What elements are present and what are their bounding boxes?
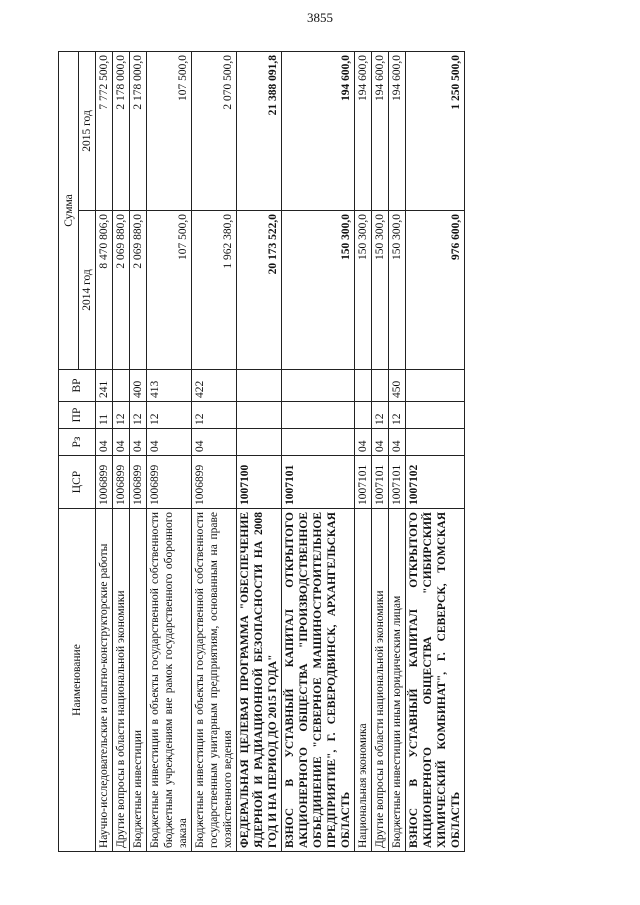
- row-vr: [113, 370, 130, 402]
- row-csr: 1007101: [389, 456, 406, 509]
- row-sum-2014: 1 962 380,0: [192, 211, 237, 370]
- row-vr: 241: [96, 370, 113, 402]
- row-rz: 04: [96, 429, 113, 456]
- row-sum-2014: 976 600,0: [406, 211, 465, 370]
- row-vr: 450: [389, 370, 406, 402]
- row-csr: 1006899: [113, 456, 130, 509]
- row-sum-2015: 107 500,0: [147, 51, 192, 210]
- row-pr: 12: [372, 402, 389, 429]
- row-name: Бюджетные инвестиции в объекты государственной собственности бюджетным учреждениям вне рамок государственного оборонного заказа: [147, 509, 192, 852]
- header-rz: Рз: [59, 429, 96, 456]
- header-sum: Сумма: [59, 51, 79, 369]
- table-row: [130, 51, 147, 851]
- row-pr: 12: [147, 402, 192, 429]
- row-name: Бюджетные инвестиции в объекты государственной собственности государственным унитарным предприятиям, основанным на праве хозяйственного ведения: [192, 509, 237, 852]
- table-row: [192, 51, 237, 851]
- row-rz: 04: [389, 429, 406, 456]
- row-sum-2014: 107 500,0: [147, 211, 192, 370]
- table-body: [96, 51, 465, 851]
- row-rz: [282, 429, 355, 456]
- table-row: [237, 51, 282, 851]
- row-name: ВЗНОС В УСТАВНЫЙ КАПИТАЛ ОТКРЫТОГО АКЦИОНЕРНОГО ОБЩЕСТВА "СИБИРСКИЙ ХИМИЧЕСКИЙ КОМБИНАТ", Г. СЕВЕРСК, ТОМСКАЯ ОБЛАСТЬ: [406, 509, 465, 852]
- row-pr: [237, 402, 282, 429]
- row-pr: 12: [113, 402, 130, 429]
- row-pr: [406, 402, 465, 429]
- row-name: Другие вопросы в области национальной экономики: [372, 509, 389, 852]
- row-pr: 12: [192, 402, 237, 429]
- budget-table: [58, 51, 465, 852]
- row-sum-2015: 194 600,0: [389, 51, 406, 210]
- row-sum-2015: 21 388 091,8: [237, 51, 282, 210]
- row-name: Бюджетные инвестиции иным юридическим лицам: [389, 509, 406, 852]
- row-name: Национальная экономика: [355, 509, 372, 852]
- table-row: [355, 51, 372, 851]
- row-sum-2015: 194 600,0: [372, 51, 389, 210]
- row-csr: 1006899: [147, 456, 192, 509]
- row-pr: [355, 402, 372, 429]
- row-rz: 04: [192, 429, 237, 456]
- row-pr: [282, 402, 355, 429]
- row-csr: 1006899: [96, 456, 113, 509]
- row-pr: 12: [389, 402, 406, 429]
- table-row: [96, 51, 113, 851]
- row-rz: [237, 429, 282, 456]
- row-sum-2014: 20 173 522,0: [237, 211, 282, 370]
- row-sum-2014: 2 069 880,0: [130, 211, 147, 370]
- row-vr: [406, 370, 465, 402]
- row-vr: 413: [147, 370, 192, 402]
- row-rz: 04: [130, 429, 147, 456]
- row-sum-2015: 2 178 000,0: [130, 51, 147, 210]
- row-vr: [355, 370, 372, 402]
- row-rz: 04: [147, 429, 192, 456]
- row-rz: [406, 429, 465, 456]
- row-csr: 1007101: [282, 456, 355, 509]
- row-sum-2014: 8 470 806,0: [96, 211, 113, 370]
- row-name: Научно-исследовательские и опытно-конструкторские работы: [96, 509, 113, 852]
- row-sum-2014: 150 300,0: [355, 211, 372, 370]
- table-row: [282, 51, 355, 851]
- row-sum-2015: 194 600,0: [282, 51, 355, 210]
- row-sum-2015: 194 600,0: [355, 51, 372, 210]
- row-sum-2014: 2 069 880,0: [113, 211, 130, 370]
- row-csr: 1006899: [192, 456, 237, 509]
- table-row: [406, 51, 465, 851]
- row-pr: 12: [130, 402, 147, 429]
- row-csr: 1007101: [372, 456, 389, 509]
- row-pr: 11: [96, 402, 113, 429]
- row-sum-2015: 2 178 000,0: [113, 51, 130, 210]
- row-csr: 1007102: [406, 456, 465, 509]
- header-2014: 2014 год: [79, 211, 96, 370]
- row-vr: [237, 370, 282, 402]
- row-csr: 1007100: [237, 456, 282, 509]
- row-csr: 1006899: [130, 456, 147, 509]
- row-sum-2014: 150 300,0: [282, 211, 355, 370]
- row-vr: 422: [192, 370, 237, 402]
- row-sum-2015: 1 250 500,0: [406, 51, 465, 210]
- table-row: [389, 51, 406, 851]
- row-name: Другие вопросы в области национальной экономики: [113, 509, 130, 852]
- row-sum-2014: 150 300,0: [389, 211, 406, 370]
- page-number: 3855: [307, 10, 333, 25]
- row-vr: 400: [130, 370, 147, 402]
- row-rz: 04: [113, 429, 130, 456]
- row-name: Бюджетные инвестиции: [130, 509, 147, 852]
- row-vr: [372, 370, 389, 402]
- table-row: [372, 51, 389, 851]
- row-rz: 04: [372, 429, 389, 456]
- row-sum-2015: 7 772 500,0: [96, 51, 113, 210]
- header-csr: ЦСР: [59, 456, 96, 509]
- table-row: [147, 51, 192, 851]
- row-name: ВЗНОС В УСТАВНЫЙ КАПИТАЛ ОТКРЫТОГО АКЦИОНЕРНОГО ОБЩЕСТВА "ПРОИЗВОДСТВЕННОЕ ОБЪЕДИНЕНИЕ "СЕВЕРНОЕ МАШИНОСТРОИТЕЛЬНОЕ ПРЕДПРИЯТИЕ", Г. СЕВЕРОДВИНСК, АРХАНГЕЛЬСКАЯ ОБЛАСТЬ: [282, 509, 355, 852]
- row-sum-2014: 150 300,0: [372, 211, 389, 370]
- header-2015: 2015 год: [79, 51, 96, 210]
- table-row: [113, 51, 130, 851]
- budget-table-sheet: [58, 52, 588, 852]
- row-vr: [282, 370, 355, 402]
- header-pr: ПР: [59, 402, 96, 429]
- row-name: ФЕДЕРАЛЬНАЯ ЦЕЛЕВАЯ ПРОГРАММА "ОБЕСПЕЧЕНИЕ ЯДЕРНОЙ И РАДИАЦИОННОЙ БЕЗОПАСНОСТИ НА 2008 ГОД И НА ПЕРИОД ДО 2015 ГОДА": [237, 509, 282, 852]
- row-rz: 04: [355, 429, 372, 456]
- header-name: Наименование: [59, 509, 96, 852]
- row-sum-2015: 2 070 500,0: [192, 51, 237, 210]
- row-csr: 1007101: [355, 456, 372, 509]
- header-vr: ВР: [59, 370, 96, 402]
